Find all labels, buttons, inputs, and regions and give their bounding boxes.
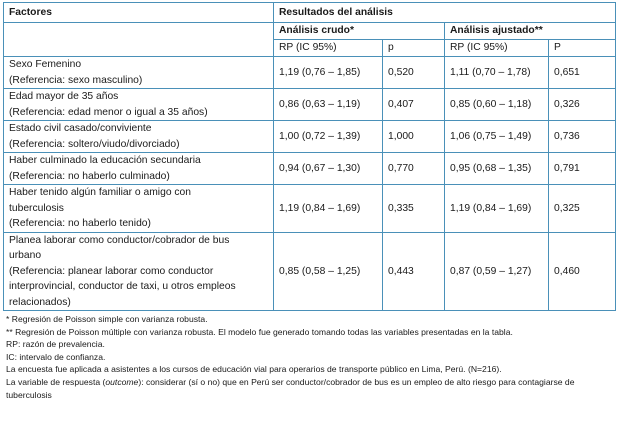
- factor-line: urbano: [9, 250, 42, 261]
- table-row: [4, 232, 616, 311]
- header-analisis-crudo: Análisis crudo*: [274, 23, 445, 40]
- rp-ajustado-cell: 0,95 (0,68 – 1,35): [445, 153, 549, 185]
- rp-crudo-cell: 1,19 (0,84 – 1,69): [274, 185, 383, 233]
- p-ajustado-cell: 0,460: [549, 232, 616, 311]
- factor-line: interprovincial, conductor de taxi, u otros empleos: [9, 281, 236, 292]
- factor-cell: [4, 185, 274, 233]
- rp-ajustado-cell: 1,11 (0,70 – 1,78): [445, 57, 549, 89]
- p-crudo-cell: 0,443: [383, 232, 445, 311]
- col-rp-crudo: RP (IC 95%): [274, 40, 383, 57]
- p-crudo-cell: 1,000: [383, 121, 445, 153]
- note-survey: La encuesta fue aplicada a asistentes a los cursos de educación vial para operarios de transporte público en Lima, Perú. (N=216).: [6, 364, 502, 375]
- rp-ajustado-cell: 0,85 (0,60 – 1,18): [445, 89, 549, 121]
- factor-line: tuberculosis: [9, 202, 64, 214]
- table-row: [4, 57, 616, 89]
- p-ajustado-cell: 0,791: [549, 153, 616, 185]
- factor-line: (Referencia: sexo masculino): [9, 74, 143, 86]
- table-row: [4, 185, 616, 233]
- header-factores: Factores: [4, 3, 274, 23]
- table-row: [4, 89, 616, 121]
- factor-line: (Referencia: edad menor o igual a 35 años): [9, 106, 208, 118]
- factor-line: Estado civil casado/conviviente: [9, 123, 152, 134]
- note-adjusted-model: ** Regresión de Poisson múltiple con varianza robusta. El modelo fue generado tomando todas las variables presentadas en la tabla.: [6, 326, 513, 337]
- note-response-outcome: outcome: [105, 376, 139, 387]
- rp-crudo-cell: 1,00 (0,72 – 1,39): [274, 121, 383, 153]
- note-rp: RP: razón de prevalencia.: [6, 339, 105, 350]
- rp-ajustado-cell: 0,87 (0,59 – 1,27): [445, 232, 549, 311]
- rp-crudo-cell: 0,94 (0,67 – 1,30): [274, 153, 383, 185]
- factor-line: Haber tenido algún familiar o amigo con: [9, 187, 192, 198]
- p-ajustado-cell: 0,326: [549, 89, 616, 121]
- col-p-crudo: p: [383, 40, 445, 57]
- table-notes: [3, 313, 615, 401]
- rp-ajustado-cell: 1,19 (0,84 – 1,69): [445, 185, 549, 233]
- rp-crudo-cell: 0,85 (0,58 – 1,25): [274, 232, 383, 311]
- p-crudo-cell: 0,770: [383, 153, 445, 185]
- factor-cell: [4, 121, 274, 153]
- factor-line: Haber culminado la educación secundaria: [9, 155, 201, 166]
- col-rp-ajustado: RP (IC 95%): [445, 40, 549, 57]
- table-row: [4, 153, 616, 185]
- p-ajustado-cell: 0,325: [549, 185, 616, 233]
- factor-line: Sexo Femenino: [9, 59, 82, 70]
- rp-crudo-cell: 1,19 (0,76 – 1,85): [274, 57, 383, 89]
- p-ajustado-cell: 0,736: [549, 121, 616, 153]
- header-resultados: Resultados del análisis: [274, 3, 616, 23]
- factor-line: (Referencia: soltero/viudo/divorciado): [9, 138, 180, 150]
- results-document: [3, 2, 615, 401]
- rp-ajustado-cell: 1,06 (0,75 – 1,49): [445, 121, 549, 153]
- rp-crudo-cell: 0,86 (0,63 – 1,19): [274, 89, 383, 121]
- factor-cell: [4, 232, 274, 311]
- factor-line: (Referencia: no haberlo tenido): [9, 218, 151, 229]
- header-row: [4, 3, 616, 23]
- factor-line: Planea laborar como conductor/cobrador de bus: [9, 234, 230, 246]
- note-response-variable: [6, 376, 606, 401]
- p-crudo-cell: 0,335: [383, 185, 445, 233]
- factores-empty-cell: [4, 23, 274, 57]
- factor-cell: [4, 57, 274, 89]
- factor-line: relacionados): [9, 296, 71, 308]
- table-row: [4, 121, 616, 153]
- note-response-text-b: ): considerar (sí o no) que en Perú ser conductor/cobrador de bus es un empleo de alto riesgo para contagiarse de tuberculosis: [6, 376, 575, 400]
- note-ic: IC: intervalo de confianza.: [6, 351, 106, 362]
- factor-line: Edad mayor de 35 años: [9, 91, 119, 102]
- col-p-ajustado: P: [549, 40, 616, 57]
- note-response-text-a: La variable de respuesta (: [6, 376, 106, 387]
- factor-line: (Referencia: planear laborar como conductor: [9, 265, 214, 277]
- factor-line: (Referencia: no haberlo culminado): [9, 170, 170, 182]
- subheader-row: [4, 23, 616, 40]
- note-crude-model: * Regresión de Poisson simple con varianza robusta.: [6, 314, 208, 324]
- p-ajustado-cell: 0,651: [549, 57, 616, 89]
- results-table: [3, 2, 616, 311]
- p-crudo-cell: 0,520: [383, 57, 445, 89]
- header-analisis-ajustado: Análisis ajustado**: [445, 23, 616, 40]
- factor-cell: [4, 89, 274, 121]
- p-crudo-cell: 0,407: [383, 89, 445, 121]
- factor-cell: [4, 153, 274, 185]
